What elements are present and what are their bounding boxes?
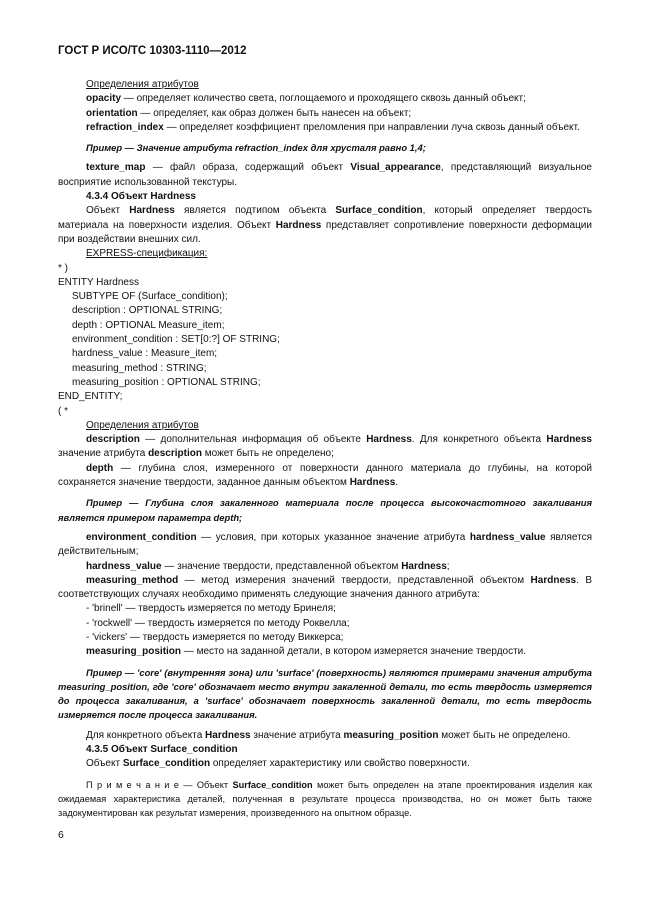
document-body [58,78,592,821]
note: П р и м е ч а н и е — Объект Surface_condition может быть определен на этапе проектирования изделия как ожидаемая характеристика деталей, полученная в результате процесса производства, но он может быть также задокументирован как результат измерения, произведенного на опытном образце. [58,779,592,819]
example-1: Пример — Значение атрибута refraction_index для хрусталя равно 1,4; [86,142,426,154]
code-line: * ) [58,262,68,274]
list-item: - 'brinell' — твердость измеряется по методу Бринеля; [86,603,336,615]
code-line: description : OPTIONAL STRING; [72,305,223,317]
code-line: ( * [58,405,68,417]
page-number: 6 [58,829,64,841]
attr-description: description — дополнительная информация об объекте Hardness. Для конкретного объекта Hardness значение атрибута description может быть не определено; [58,434,592,460]
attr-refraction-index: refraction_index — определяет коэффициент преломления при направлении луча сквозь данный объект. [86,121,580,133]
code-line: measuring_position : OPTIONAL STRING; [72,376,261,388]
code-line: hardness_value : Measure_item; [72,348,218,360]
express-spec-heading: EXPRESS-спецификация: [86,248,208,260]
attr-measuring-position: measuring_position — место на заданной детали, в котором измеряется значение твердости. [86,646,527,658]
hardness-description: Объект Hardness является подтипом объекта Surface_condition, который определяет твердость материала на поверхности изделия. Объект Hardness представляет сопротивление поверхности деформации при воздействии внешних сил. [58,205,592,245]
attr-measuring-method: measuring_method — метод измерения значений твердости, представленной объектом Hardness. В соответствующих случаях необходимо применять следующие значения данного атрибута: [58,574,592,601]
attr-defs-heading: Определения атрибутов [86,79,199,90]
list-item: - 'rockwell' — твердость измеряется по методу Роквелла; [86,617,350,629]
page-header: ГОСТ Р ИСО/ТС 10303-1110—2012 [58,45,247,57]
attr-defs-heading-2: Определения атрибутов [86,419,199,431]
code-line: SUBTYPE OF (Surface_condition); [72,291,228,303]
attr-hardness-value: hardness_value — значение твердости, представленной объектом Hardness; [86,560,450,572]
attr-environment-condition: environment_condition — условия, при которых указанное значение атрибута hardness_value является действительным; [58,531,592,558]
attr-texture-map: texture_map — файл образа, содержащий объект Visual_appearance, представляющий визуальное восприятие использованной текстуры. [58,162,592,188]
list-item: - 'vickers' — твердость измеряется по методу Виккерса; [86,631,344,643]
code-line: environment_condition : SET[0:?] OF STRING; [72,334,280,346]
code-line: ENTITY Hardness [58,276,139,288]
example-3: Пример — 'core' (внутренняя зона) или 'surface' (поверхность) являются примерами значения атрибута measuring_position, где 'core' обозначает место внутри закаленной детали, то есть твердость измеряется до процесса закаливания, а 'surface' обозначает поверхность закаленной детали, то есть твердость измеряется после процесса закаливания. [58,666,592,721]
surface-condition-description: Объект Surface_condition определяет характеристику или свойство поверхности. [86,758,470,770]
code-line: END_ENTITY; [58,391,123,403]
attr-opacity: opacity — определяет количество света, поглощаемого и проходящего сквозь данный объект; [86,93,526,105]
measuring-position-note: Для конкретного объекта Hardness значение атрибута measuring_position может быть не определено. [86,729,571,741]
attr-orientation: orientation — определяет, как образ должен быть нанесен на объект; [86,107,412,119]
example-2: Пример — Глубина слоя закаленного материала после процесса высокочастотного закаливания является примером параметра depth; [58,497,592,523]
section-4-3-5-heading: 4.3.5 Объект Surface_condition [86,744,238,756]
code-line: measuring_method : STRING; [72,362,207,374]
attr-depth: depth — глубина слоя, измеренного от поверхности данного материала до глубины, на которой сохраняется значение твердости, заданное данным объектом Hardness. [58,462,592,489]
code-line: depth : OPTIONAL Measure_item; [72,319,225,331]
section-4-3-4-heading: 4.3.4 Объект Hardness [86,191,196,203]
